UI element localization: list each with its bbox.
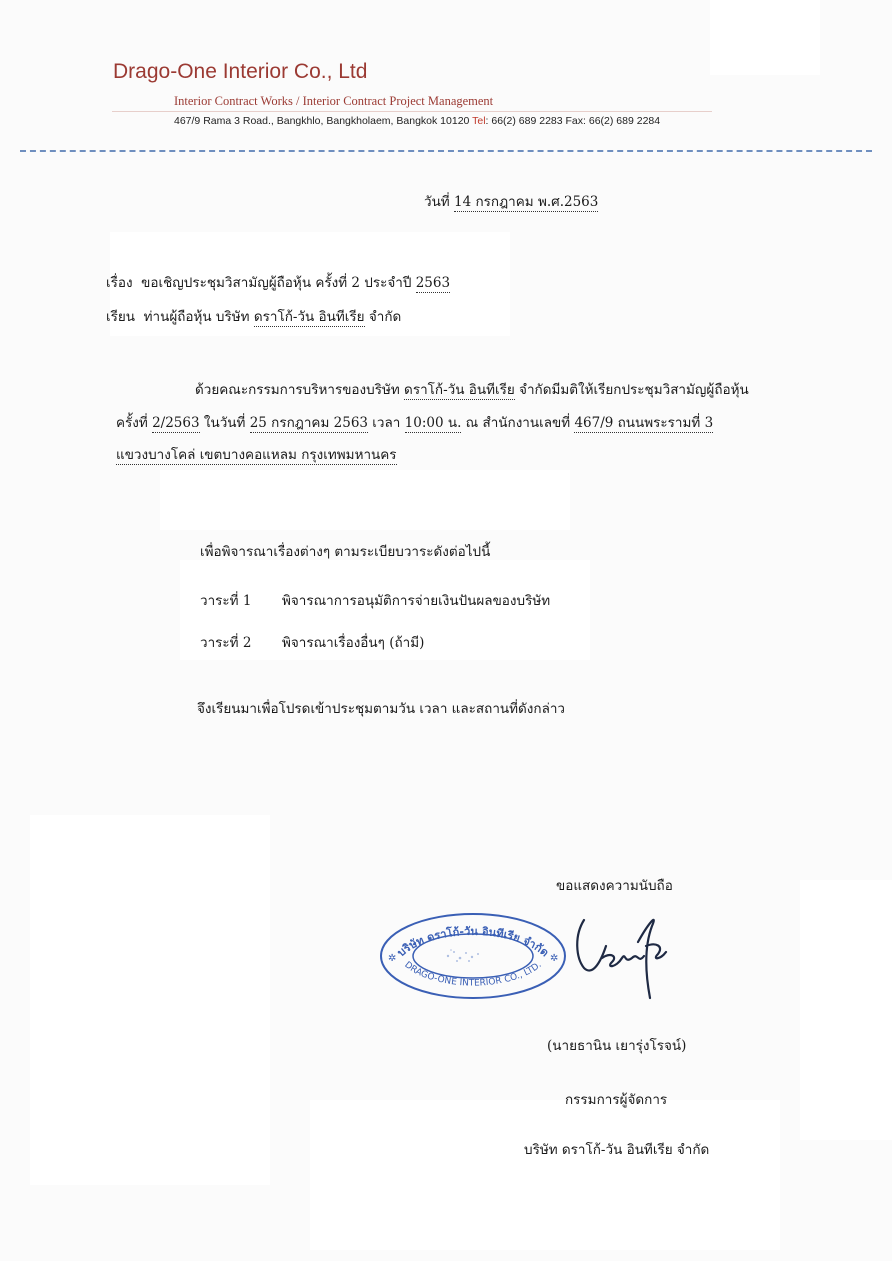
recipient-suffix: จำกัด [368, 309, 402, 325]
meeting-time: 10:00 น. [404, 415, 462, 431]
recipient-company: ดราโก้-วัน อินทีเรีย [253, 309, 365, 325]
letterhead-rule [112, 111, 712, 112]
subject-text: ขอเชิญประชุมวิสามัญผู้ถือหุ้น ครั้งที่ 2 ประจำปี [141, 275, 412, 291]
svg-text:บริษัท ดราโก้-วัน อินทีเรีย จำ: บริษัท ดราโก้-วัน อินทีเรีย จำกัด [394, 924, 552, 960]
letter-date [424, 190, 598, 212]
body-line1-suffix: จำกัดมีมติให้เรียกประชุมวิสามัญผู้ถือหุ้น [519, 382, 749, 398]
agenda-item [200, 589, 251, 611]
subject-year: 2563 [415, 275, 451, 291]
company-address [174, 115, 660, 127]
body-line2-d: ณ สำนักงานเลขที่ [465, 415, 571, 431]
agenda-item-label: วาระที่ 1 [200, 593, 252, 609]
body-line2-a: ครั้งที่ [116, 415, 148, 431]
body-company: ดราโก้-วัน อินทีเรีย [404, 382, 515, 398]
signatory-name: (นายธานิน เยารุ่งโรจน์) [547, 1038, 687, 1054]
body-line2-c: เวลา [372, 415, 401, 431]
svg-text:✲: ✲ [550, 953, 559, 964]
agenda-item-text: พิจารณาการอนุมัติการจ่ายเงินปันผลของบริษัท [282, 593, 551, 609]
subject-line [106, 271, 450, 293]
meeting-date: 25 กรกฎาคม 2563 [249, 415, 368, 431]
body-line-2 [116, 411, 713, 433]
contact-numbers: : 66(2) 689 2283 Fax: 66(2) 689 2284 [485, 115, 661, 127]
company-name: Drago-One Interior Co., Ltd [113, 60, 368, 83]
closing-request: จึงเรียนมาเพื่อโปรดเข้าประชุมตามวัน เวลา และสถานที่ดังกล่าว [197, 701, 566, 717]
svg-text:DRAGO-ONE INTERIOR CO., LTD.: DRAGO-ONE INTERIOR CO., LTD. [402, 960, 544, 989]
date-prefix: วันที่ [424, 194, 450, 210]
date-value: 14 กรกฎาคม พ.ศ.2563 [454, 194, 599, 210]
company-tagline: Interior Contract Works / Interior Contract Project Management [174, 94, 494, 108]
body-line2-b: ในวันที่ [203, 415, 246, 431]
body-line1-prefix: ด้วยคณะกรรมการบริหารของบริษัท [195, 382, 400, 398]
header-divider [20, 150, 872, 152]
handwritten-signature [572, 906, 672, 1002]
svg-text:✲: ✲ [388, 953, 397, 964]
address-text: 467/9 Rama 3 Road., Bangkhlo, Bangkholaem, Bangkok 10120 [174, 115, 470, 127]
subject-label: เรื่อง [106, 275, 133, 291]
body-line-1 [195, 378, 749, 400]
company-seal [378, 912, 568, 1000]
recipient-label: เรียน [106, 309, 136, 325]
regards-text: ขอแสดงความนับถือ [556, 878, 673, 894]
tel-label: Tel [472, 115, 486, 127]
meeting-number: 2/2563 [152, 415, 200, 431]
agenda-intro: เพื่อพิจารณาเรื่องต่างๆ ตามระเบียบวาระดังต่อไปนี้ [200, 544, 491, 560]
recipient-line [106, 305, 401, 327]
meeting-district: แขวงบางโคล่ เขตบางคอแหลม กรุงเทพมหานคร [116, 447, 397, 463]
agenda-item-text: พิจารณาเรื่องอื่นๆ (ถ้ามี) [282, 635, 425, 651]
body-line-3 [116, 443, 397, 465]
signatory-position: กรรมการผู้จัดการ [565, 1092, 668, 1108]
meeting-address: 467/9 ถนนพระรามที่ 3 [574, 415, 714, 431]
recipient-prefix: ท่านผู้ถือหุ้น บริษัท [143, 309, 250, 325]
signatory-company: บริษัท ดราโก้-วัน อินทีเรีย จำกัด [524, 1142, 710, 1158]
agenda-item [200, 631, 251, 653]
agenda-item-label: วาระที่ 2 [200, 635, 252, 651]
